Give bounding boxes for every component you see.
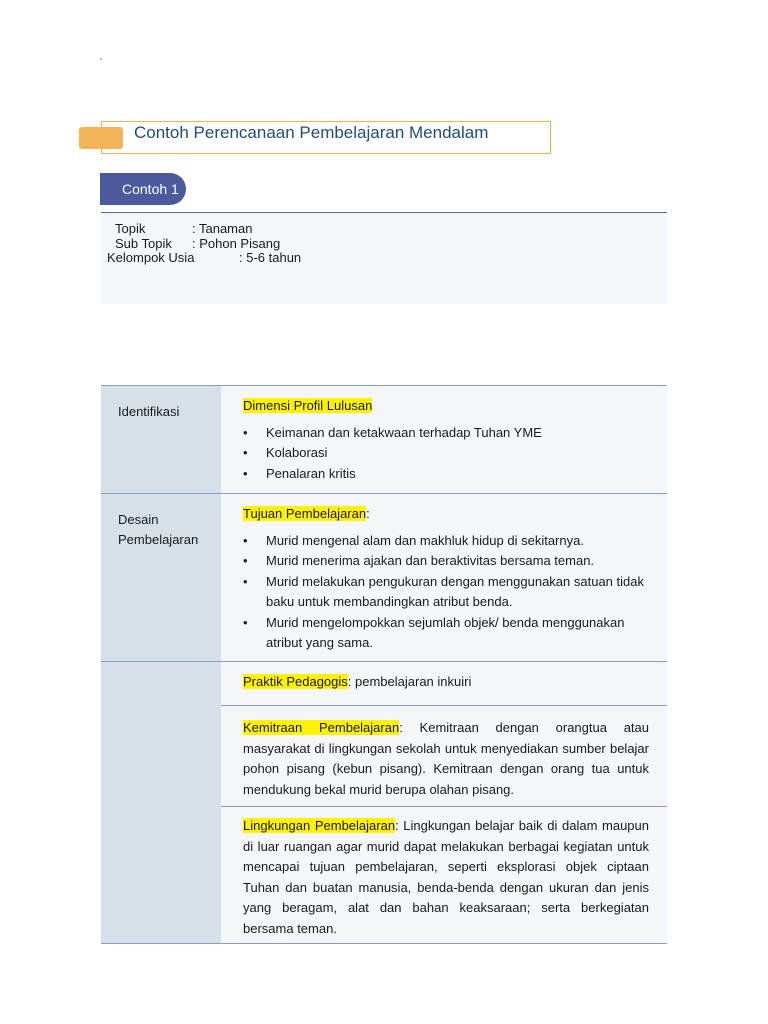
table-row-desain	[101, 494, 667, 662]
table-row-identifikasi	[101, 386, 667, 494]
example-badge: Contoh 1	[100, 173, 186, 205]
kemitraan-heading: Kemitraan Pembelajaran	[243, 720, 400, 735]
list-item: • Kolaborasi	[243, 443, 649, 464]
row-content-desain	[221, 494, 667, 661]
list-item: • Murid menerima ajakan dan beraktivitas bersama teman.	[243, 551, 649, 572]
lesson-plan-table	[101, 385, 667, 944]
row-content-praktik-group	[221, 662, 667, 943]
lingkungan-cell	[221, 807, 667, 943]
list-item: • Keimanan dan ketakwaan terhadap Tuhan YME	[243, 423, 649, 444]
desain-label-line1: Desain	[118, 512, 159, 527]
praktik-text: : pembelajaran inkuiri	[347, 674, 472, 689]
stray-dot	[100, 58, 102, 60]
topik-label: Topik	[115, 221, 146, 236]
usia-label: Kelompok Usia	[107, 250, 195, 265]
desain-label-line2: Pembelajaran	[118, 532, 199, 547]
tujuan-heading-suffix: :	[366, 506, 370, 521]
lingkungan-heading: Lingkungan Pembelajaran	[243, 818, 396, 833]
lingkungan-text: : Lingkungan belajar baik di dalam maupun di luar ruangan agar murid dapat melakukan berbagai kegiatan untuk mencapai tujuan pembelajaran, seperti eksplorasi objek ciptaan Tuhan dan buatan manusia, benda-benda dengan ukuran dan jenis yang beragam, alat dan bahan keaksaraan; serta berkegiatan bersama teman.	[243, 818, 649, 936]
list-item: • Penalaran kritis	[243, 464, 649, 485]
tujuan-list	[243, 531, 649, 654]
topic-info-box	[101, 212, 667, 304]
praktik-cell	[221, 662, 667, 706]
kemitraan-cell	[221, 706, 667, 807]
identifikasi-label: Identifikasi	[118, 404, 180, 419]
row-label-identifikasi	[101, 386, 221, 493]
table-row-praktik	[101, 662, 667, 944]
page-title: Contoh Perencanaan Pembelajaran Mendalam	[134, 123, 489, 142]
list-item: • Murid mengenal alam dan makhluk hidup di sekitarnya.	[243, 531, 649, 552]
tujuan-heading: Tujuan Pembelajaran	[243, 506, 367, 521]
kemitraan-text: : Kemitraan dengan orangtua atau masyarakat di lingkungan sekolah untuk menyediakan sumber belajar pohon pisang (kebun pisang). Kemitraan dengan orang tua untuk mendukung bekal murid berupa olahan pisang.	[243, 720, 650, 797]
row-content-identifikasi	[221, 386, 667, 493]
subtopik-value: : Pohon Pisang	[192, 236, 281, 251]
dimensi-list	[243, 423, 649, 485]
list-item: • Murid mengelompokkan sejumlah objek/ benda menggunakan atribut yang sama.	[243, 613, 649, 654]
row-label-empty	[101, 662, 221, 943]
topik-value: : Tanaman	[192, 221, 253, 236]
praktik-heading: Praktik Pedagogis	[243, 674, 348, 689]
dimensi-heading: Dimensi Profil Lulusan	[243, 398, 373, 413]
row-label-desain	[101, 494, 221, 661]
usia-value: : 5-6 tahun	[239, 250, 302, 265]
list-item: • Murid melakukan pengukuran dengan menggunakan satuan tidak baku untuk membandingkan atribut benda.	[243, 572, 649, 613]
subtopik-label: Sub Topik	[115, 236, 172, 251]
